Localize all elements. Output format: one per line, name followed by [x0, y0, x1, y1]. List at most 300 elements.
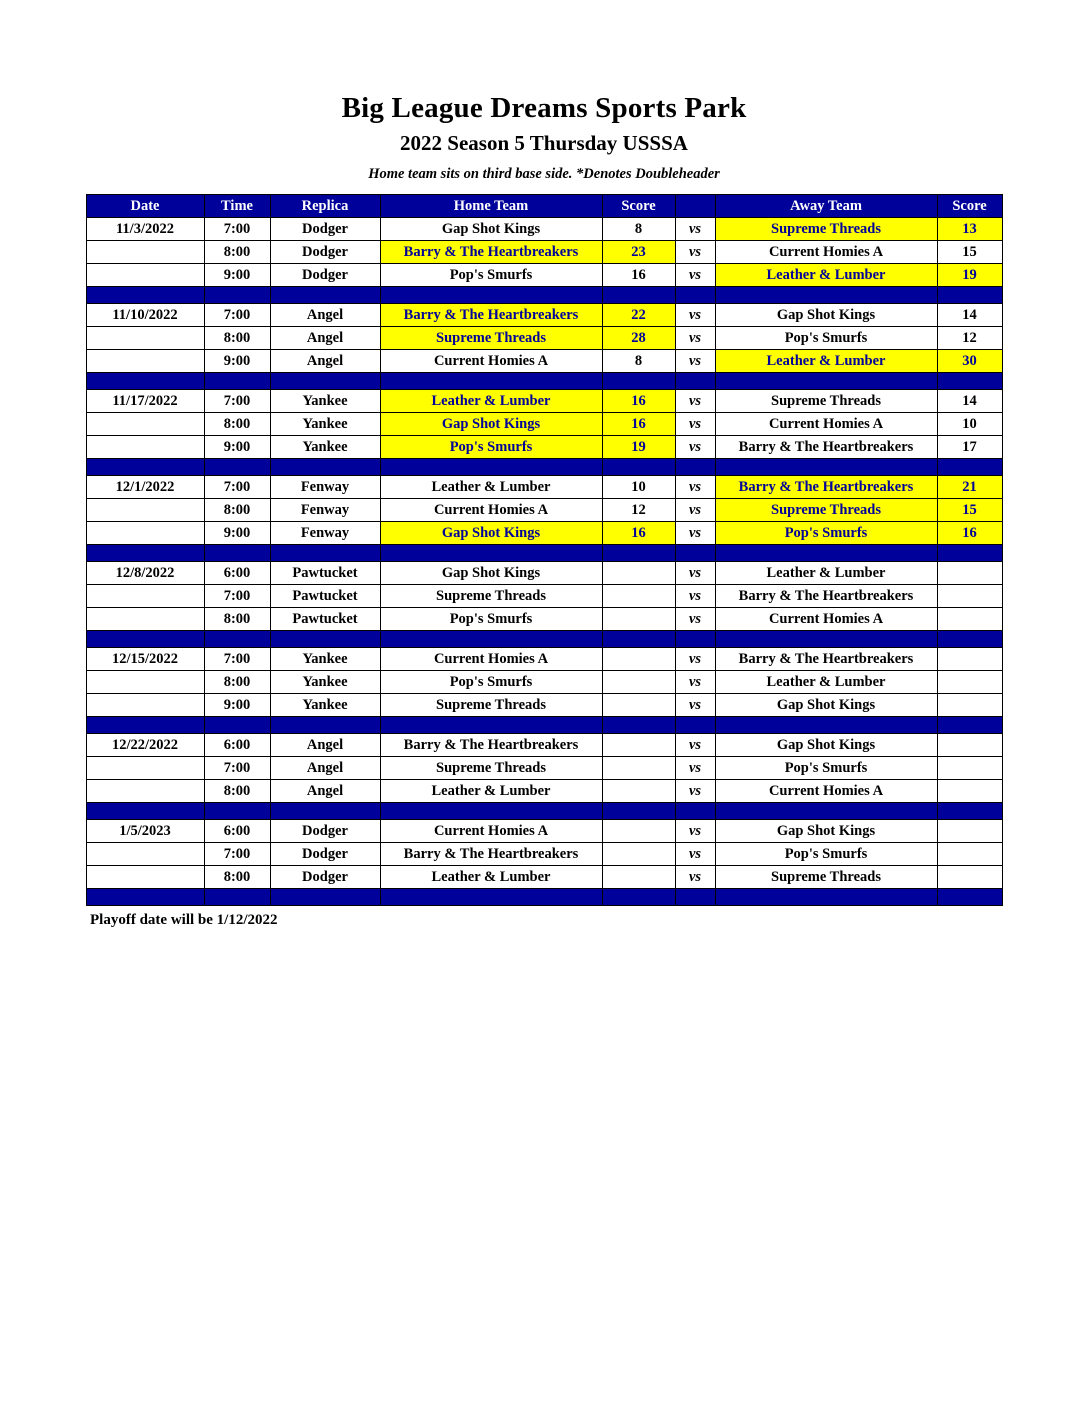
cell-away-team: Supreme Threads [715, 218, 937, 241]
table-header [86, 195, 1002, 218]
cell-replica: Angel [270, 780, 380, 803]
table-row [86, 820, 1002, 843]
cell-home-team: Barry & The Heartbreakers [380, 734, 602, 757]
cell-away-score: 21 [937, 476, 1002, 499]
cell-home-score: 23 [602, 241, 675, 264]
cell-vs: vs [675, 218, 715, 241]
cell-home-score [602, 734, 675, 757]
cell-replica: Fenway [270, 499, 380, 522]
cell-vs: vs [675, 608, 715, 631]
cell-replica: Dodger [270, 241, 380, 264]
table-row [86, 390, 1002, 413]
cell-date [86, 350, 204, 373]
cell-date: 12/8/2022 [86, 562, 204, 585]
week-separator-row [86, 631, 1002, 648]
cell-home-team: Gap Shot Kings [380, 218, 602, 241]
column-header-home-team: Home Team [380, 195, 602, 218]
cell-away-team: Supreme Threads [715, 499, 937, 522]
week-separator-row [86, 803, 1002, 820]
cell-vs: vs [675, 780, 715, 803]
separator-cell [715, 803, 937, 820]
cell-time: 9:00 [204, 694, 270, 717]
table-row [86, 648, 1002, 671]
cell-home-team: Pop's Smurfs [380, 671, 602, 694]
table-row [86, 562, 1002, 585]
cell-away-score [937, 866, 1002, 889]
cell-away-team: Leather & Lumber [715, 562, 937, 585]
separator-cell [937, 373, 1002, 390]
cell-date: 12/15/2022 [86, 648, 204, 671]
cell-home-team: Current Homies A [380, 350, 602, 373]
column-header-replica: Replica [270, 195, 380, 218]
cell-away-score: 19 [937, 264, 1002, 287]
table-row [86, 499, 1002, 522]
cell-time: 8:00 [204, 499, 270, 522]
cell-vs: vs [675, 350, 715, 373]
cell-away-score [937, 648, 1002, 671]
cell-home-score [602, 694, 675, 717]
cell-away-team: Barry & The Heartbreakers [715, 476, 937, 499]
separator-cell [380, 631, 602, 648]
cell-home-team: Leather & Lumber [380, 866, 602, 889]
cell-date [86, 671, 204, 694]
separator-cell [86, 459, 204, 476]
cell-time: 8:00 [204, 241, 270, 264]
cell-vs: vs [675, 562, 715, 585]
cell-home-team: Barry & The Heartbreakers [380, 843, 602, 866]
separator-cell [675, 889, 715, 906]
cell-away-score [937, 608, 1002, 631]
cell-away-score [937, 562, 1002, 585]
week-separator-row [86, 287, 1002, 304]
cell-vs: vs [675, 327, 715, 350]
cell-replica: Angel [270, 327, 380, 350]
cell-home-team: Gap Shot Kings [380, 522, 602, 545]
cell-vs: vs [675, 436, 715, 459]
separator-cell [204, 717, 270, 734]
cell-time: 6:00 [204, 734, 270, 757]
cell-home-score: 19 [602, 436, 675, 459]
cell-away-team: Current Homies A [715, 608, 937, 631]
cell-vs: vs [675, 648, 715, 671]
cell-home-team: Gap Shot Kings [380, 413, 602, 436]
separator-cell [204, 287, 270, 304]
cell-home-team: Leather & Lumber [380, 476, 602, 499]
separator-cell [86, 545, 204, 562]
cell-away-team: Current Homies A [715, 241, 937, 264]
separator-cell [270, 631, 380, 648]
cell-date [86, 522, 204, 545]
cell-home-score: 12 [602, 499, 675, 522]
cell-away-score [937, 671, 1002, 694]
cell-away-score [937, 780, 1002, 803]
separator-cell [602, 545, 675, 562]
table-row [86, 843, 1002, 866]
cell-home-team: Current Homies A [380, 820, 602, 843]
cell-home-team: Current Homies A [380, 499, 602, 522]
cell-vs: vs [675, 390, 715, 413]
separator-cell [204, 889, 270, 906]
separator-cell [675, 545, 715, 562]
cell-away-team: Barry & The Heartbreakers [715, 585, 937, 608]
cell-date [86, 241, 204, 264]
cell-time: 7:00 [204, 585, 270, 608]
cell-home-team: Pop's Smurfs [380, 264, 602, 287]
cell-vs: vs [675, 820, 715, 843]
separator-cell [715, 287, 937, 304]
separator-cell [937, 803, 1002, 820]
cell-time: 7:00 [204, 648, 270, 671]
cell-home-team: Gap Shot Kings [380, 562, 602, 585]
cell-home-score [602, 608, 675, 631]
cell-replica: Yankee [270, 648, 380, 671]
cell-replica: Angel [270, 350, 380, 373]
column-header-away-score: Score [937, 195, 1002, 218]
table-row [86, 350, 1002, 373]
cell-time: 6:00 [204, 562, 270, 585]
cell-date [86, 866, 204, 889]
separator-cell [380, 803, 602, 820]
cell-away-score: 30 [937, 350, 1002, 373]
cell-home-score [602, 780, 675, 803]
cell-date [86, 585, 204, 608]
cell-away-team: Pop's Smurfs [715, 757, 937, 780]
separator-cell [715, 545, 937, 562]
cell-date [86, 757, 204, 780]
cell-home-team: Leather & Lumber [380, 780, 602, 803]
cell-vs: vs [675, 671, 715, 694]
cell-away-team: Pop's Smurfs [715, 327, 937, 350]
cell-home-score [602, 585, 675, 608]
cell-time: 7:00 [204, 843, 270, 866]
column-header-date: Date [86, 195, 204, 218]
table-row [86, 476, 1002, 499]
cell-home-score: 16 [602, 522, 675, 545]
cell-time: 8:00 [204, 413, 270, 436]
cell-replica: Fenway [270, 522, 380, 545]
cell-vs: vs [675, 866, 715, 889]
cell-time: 7:00 [204, 390, 270, 413]
separator-cell [602, 717, 675, 734]
separator-cell [270, 373, 380, 390]
table-row [86, 757, 1002, 780]
cell-vs: vs [675, 757, 715, 780]
separator-cell [380, 459, 602, 476]
cell-home-team: Pop's Smurfs [380, 608, 602, 631]
cell-away-score [937, 585, 1002, 608]
cell-away-score [937, 843, 1002, 866]
cell-away-team: Current Homies A [715, 780, 937, 803]
table-row [86, 694, 1002, 717]
seating-note: Home team sits on third base side. *Denotes Doubleheader [368, 166, 720, 183]
cell-home-score: 16 [602, 390, 675, 413]
table-row [86, 264, 1002, 287]
cell-date [86, 327, 204, 350]
cell-home-score [602, 866, 675, 889]
column-header-time: Time [204, 195, 270, 218]
separator-cell [204, 631, 270, 648]
separator-cell [937, 545, 1002, 562]
schedule-table [86, 194, 1003, 906]
week-separator-row [86, 889, 1002, 906]
separator-cell [380, 373, 602, 390]
separator-cell [86, 717, 204, 734]
cell-replica: Dodger [270, 264, 380, 287]
cell-time: 7:00 [204, 757, 270, 780]
cell-away-team: Leather & Lumber [715, 264, 937, 287]
separator-cell [86, 889, 204, 906]
table-row [86, 671, 1002, 694]
separator-cell [270, 717, 380, 734]
cell-replica: Angel [270, 734, 380, 757]
cell-home-score: 8 [602, 218, 675, 241]
separator-cell [270, 287, 380, 304]
cell-date [86, 436, 204, 459]
cell-away-team: Barry & The Heartbreakers [715, 648, 937, 671]
table-row [86, 585, 1002, 608]
cell-away-team: Supreme Threads [715, 866, 937, 889]
cell-home-score: 8 [602, 350, 675, 373]
cell-date [86, 264, 204, 287]
week-separator-row [86, 459, 1002, 476]
separator-cell [715, 373, 937, 390]
cell-time: 9:00 [204, 436, 270, 459]
cell-time: 6:00 [204, 820, 270, 843]
separator-cell [270, 803, 380, 820]
cell-away-team: Gap Shot Kings [715, 734, 937, 757]
cell-home-score [602, 820, 675, 843]
separator-cell [380, 889, 602, 906]
cell-time: 8:00 [204, 608, 270, 631]
table-row [86, 608, 1002, 631]
cell-date [86, 499, 204, 522]
separator-cell [675, 373, 715, 390]
cell-vs: vs [675, 476, 715, 499]
cell-home-score: 22 [602, 304, 675, 327]
cell-date [86, 780, 204, 803]
column-header-vs [675, 195, 715, 218]
separator-cell [937, 287, 1002, 304]
cell-away-score [937, 734, 1002, 757]
separator-cell [715, 459, 937, 476]
cell-home-team: Barry & The Heartbreakers [380, 304, 602, 327]
cell-away-score: 15 [937, 241, 1002, 264]
cell-vs: vs [675, 241, 715, 264]
week-separator-row [86, 373, 1002, 390]
separator-cell [715, 889, 937, 906]
table-row [86, 218, 1002, 241]
title-block [0, 0, 1088, 183]
separator-cell [270, 889, 380, 906]
cell-time: 7:00 [204, 476, 270, 499]
cell-away-score: 12 [937, 327, 1002, 350]
cell-vs: vs [675, 413, 715, 436]
cell-away-team: Barry & The Heartbreakers [715, 436, 937, 459]
cell-vs: vs [675, 522, 715, 545]
separator-cell [380, 545, 602, 562]
cell-time: 8:00 [204, 780, 270, 803]
table-row [86, 413, 1002, 436]
cell-replica: Dodger [270, 218, 380, 241]
cell-time: 8:00 [204, 327, 270, 350]
separator-cell [86, 287, 204, 304]
page-subtitle: 2022 Season 5 Thursday USSSA [400, 131, 688, 156]
column-header-home-score: Score [602, 195, 675, 218]
cell-time: 9:00 [204, 264, 270, 287]
cell-date: 11/10/2022 [86, 304, 204, 327]
cell-away-team: Gap Shot Kings [715, 820, 937, 843]
cell-home-score: 28 [602, 327, 675, 350]
cell-date [86, 843, 204, 866]
cell-date: 11/3/2022 [86, 218, 204, 241]
cell-vs: vs [675, 264, 715, 287]
cell-time: 8:00 [204, 671, 270, 694]
cell-home-score [602, 671, 675, 694]
table-row [86, 734, 1002, 757]
cell-away-score: 15 [937, 499, 1002, 522]
table-body [86, 218, 1002, 906]
cell-home-team: Leather & Lumber [380, 390, 602, 413]
cell-replica: Yankee [270, 694, 380, 717]
separator-cell [602, 287, 675, 304]
cell-home-team: Supreme Threads [380, 327, 602, 350]
cell-away-score: 14 [937, 390, 1002, 413]
cell-replica: Pawtucket [270, 562, 380, 585]
separator-cell [602, 459, 675, 476]
cell-away-team: Supreme Threads [715, 390, 937, 413]
separator-cell [380, 287, 602, 304]
separator-cell [675, 803, 715, 820]
cell-home-score [602, 843, 675, 866]
cell-away-team: Gap Shot Kings [715, 694, 937, 717]
separator-cell [937, 631, 1002, 648]
cell-away-team: Pop's Smurfs [715, 522, 937, 545]
cell-home-score [602, 757, 675, 780]
cell-vs: vs [675, 694, 715, 717]
cell-date [86, 608, 204, 631]
separator-cell [602, 373, 675, 390]
cell-away-team: Leather & Lumber [715, 350, 937, 373]
column-header-away-team: Away Team [715, 195, 937, 218]
cell-away-score [937, 820, 1002, 843]
cell-home-score [602, 562, 675, 585]
page-title: Big League Dreams Sports Park [341, 92, 747, 124]
table-row [86, 866, 1002, 889]
separator-cell [270, 545, 380, 562]
cell-home-team: Current Homies A [380, 648, 602, 671]
cell-replica: Yankee [270, 413, 380, 436]
header-row [86, 195, 1002, 218]
cell-home-score: 16 [602, 264, 675, 287]
cell-time: 8:00 [204, 866, 270, 889]
cell-away-team: Leather & Lumber [715, 671, 937, 694]
separator-cell [675, 459, 715, 476]
separator-cell [204, 373, 270, 390]
cell-replica: Dodger [270, 843, 380, 866]
cell-away-score [937, 757, 1002, 780]
cell-home-team: Pop's Smurfs [380, 436, 602, 459]
cell-vs: vs [675, 499, 715, 522]
cell-home-team: Supreme Threads [380, 757, 602, 780]
separator-cell [675, 717, 715, 734]
separator-cell [602, 889, 675, 906]
cell-away-score: 10 [937, 413, 1002, 436]
separator-cell [204, 459, 270, 476]
table-row [86, 780, 1002, 803]
separator-cell [270, 459, 380, 476]
cell-vs: vs [675, 843, 715, 866]
cell-replica: Dodger [270, 820, 380, 843]
cell-replica: Angel [270, 757, 380, 780]
separator-cell [204, 803, 270, 820]
cell-date [86, 413, 204, 436]
separator-cell [715, 717, 937, 734]
separator-cell [86, 803, 204, 820]
cell-away-score [937, 694, 1002, 717]
separator-cell [937, 459, 1002, 476]
cell-date: 11/17/2022 [86, 390, 204, 413]
separator-cell [937, 717, 1002, 734]
cell-date: 12/22/2022 [86, 734, 204, 757]
separator-cell [86, 631, 204, 648]
playoff-note: Playoff date will be 1/12/2022 [90, 912, 278, 929]
separator-cell [204, 545, 270, 562]
table-row [86, 304, 1002, 327]
cell-away-team: Gap Shot Kings [715, 304, 937, 327]
week-separator-row [86, 717, 1002, 734]
cell-time: 7:00 [204, 304, 270, 327]
separator-cell [937, 889, 1002, 906]
cell-time: 9:00 [204, 522, 270, 545]
cell-vs: vs [675, 304, 715, 327]
cell-away-score: 16 [937, 522, 1002, 545]
cell-away-score: 17 [937, 436, 1002, 459]
cell-date [86, 694, 204, 717]
separator-cell [675, 287, 715, 304]
cell-away-team: Pop's Smurfs [715, 843, 937, 866]
cell-replica: Yankee [270, 390, 380, 413]
table-row [86, 436, 1002, 459]
cell-home-team: Supreme Threads [380, 585, 602, 608]
cell-home-score [602, 648, 675, 671]
separator-cell [715, 631, 937, 648]
cell-time: 7:00 [204, 218, 270, 241]
cell-replica: Fenway [270, 476, 380, 499]
cell-replica: Angel [270, 304, 380, 327]
cell-replica: Dodger [270, 866, 380, 889]
cell-time: 9:00 [204, 350, 270, 373]
cell-away-team: Current Homies A [715, 413, 937, 436]
cell-home-score: 16 [602, 413, 675, 436]
cell-replica: Pawtucket [270, 585, 380, 608]
cell-away-score: 14 [937, 304, 1002, 327]
cell-replica: Pawtucket [270, 608, 380, 631]
cell-replica: Yankee [270, 436, 380, 459]
cell-replica: Yankee [270, 671, 380, 694]
cell-date: 12/1/2022 [86, 476, 204, 499]
table-row [86, 241, 1002, 264]
table-row [86, 327, 1002, 350]
table-row [86, 522, 1002, 545]
cell-date: 1/5/2023 [86, 820, 204, 843]
separator-cell [602, 631, 675, 648]
cell-vs: vs [675, 585, 715, 608]
cell-away-score: 13 [937, 218, 1002, 241]
separator-cell [380, 717, 602, 734]
cell-home-team: Barry & The Heartbreakers [380, 241, 602, 264]
cell-vs: vs [675, 734, 715, 757]
separator-cell [602, 803, 675, 820]
